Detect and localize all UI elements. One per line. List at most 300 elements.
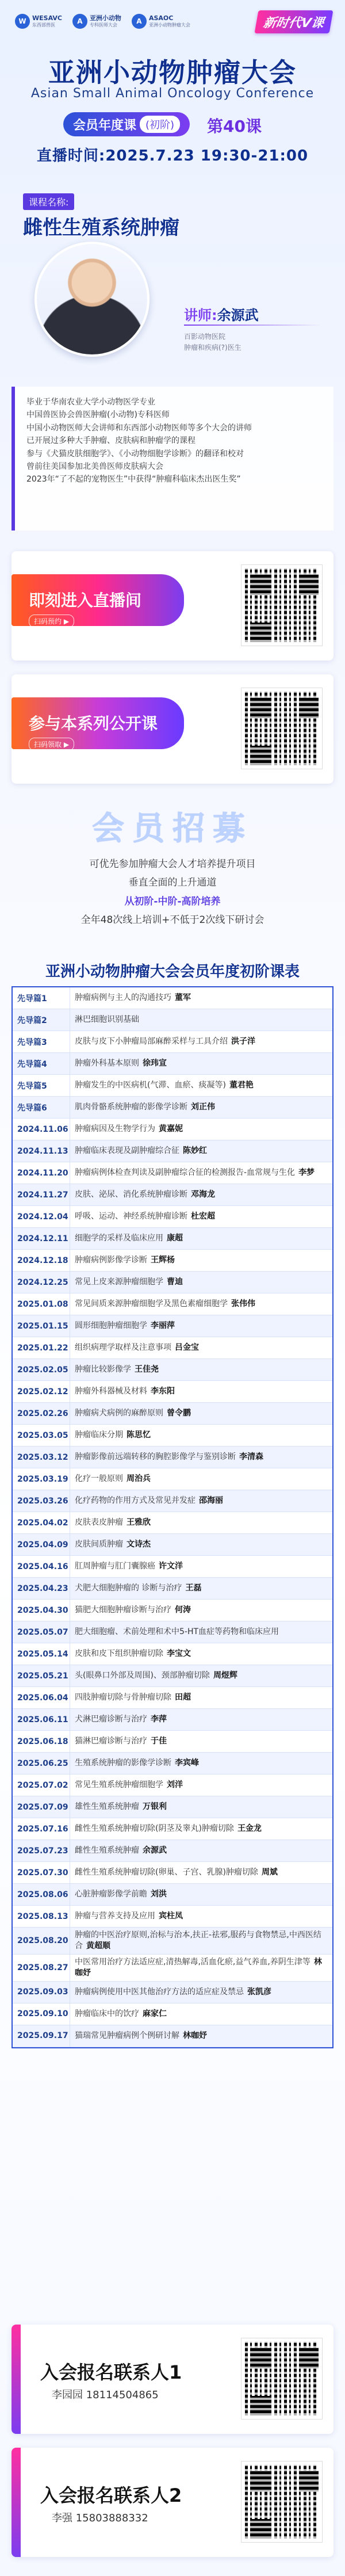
table-row: [13, 1578, 332, 1600]
row-teacher: 李清森: [239, 1452, 263, 1462]
logo-row: [15, 14, 190, 29]
header: [0, 0, 345, 299]
table-row: [13, 1884, 332, 1906]
row-topic-text: 肿瘤病例与主人的沟通技巧: [75, 993, 171, 1003]
table-row: [13, 1447, 332, 1468]
lecturer-bio: [12, 387, 334, 531]
row-topic-text: 肿瘤发生的中医病机(气滞、血瘀、痰凝等): [75, 1081, 226, 1090]
row-teacher: 周斌: [261, 1868, 278, 1877]
table-row: [13, 1359, 332, 1381]
row-teacher: 李宝文: [167, 1649, 191, 1659]
table-row: [13, 1162, 332, 1184]
row-topic-text: 肿瘤临床表现及副肿瘤综合征: [75, 1146, 179, 1156]
contact-phone: 李园园 18114504865: [52, 2389, 159, 2401]
row-topic-text: 皮肤表皮肿瘤: [75, 1518, 123, 1528]
row-topic-text: 淋巴细胞识别基础: [75, 1015, 139, 1025]
row-date: 先导篇3: [13, 1031, 70, 1052]
table-row: [13, 1075, 332, 1097]
table-row: [13, 1862, 332, 1884]
bio-line: 毕业于华南农业大学小动物医学专业: [26, 398, 155, 407]
table-row: [13, 1928, 332, 1955]
cta-live-room[interactable]: [12, 551, 334, 661]
row-topic: [70, 1121, 332, 1137]
row-date: 2025.08.20: [13, 1928, 70, 1954]
row-topic-text: 肿瘤的中医治疗原则,治标与治本,扶正-祛邪,服药与食物禁忌,中西医结合: [75, 1930, 321, 1951]
table-row: [13, 1184, 332, 1206]
row-date: 2025.03.12: [13, 1447, 70, 1468]
membership-line: 垂直全面的上升通道: [128, 877, 217, 889]
row-topic: [70, 1887, 332, 1902]
row-teacher: 黄嘉妮: [159, 1124, 183, 1134]
row-topic: [70, 1471, 332, 1487]
logo-sub: 专科医师大会: [89, 22, 117, 28]
page-title: 亚洲小动物肿瘤大会: [48, 57, 297, 88]
row-date: 2025.04.09: [13, 1534, 70, 1555]
row-topic-text: 皮肤和皮下组织肿瘤切除: [75, 1649, 163, 1659]
course-level-tag: (初阶): [140, 116, 180, 133]
row-topic: [70, 1843, 332, 1858]
row-topic-text: 肿瘤临床分期: [75, 1430, 123, 1440]
row-date: 2024.12.11: [13, 1228, 70, 1249]
row-date: 先导篇4: [13, 1053, 70, 1074]
membership-text: [0, 855, 345, 929]
table-row: [13, 1600, 332, 1621]
table-row: [13, 1425, 332, 1447]
table-row: [13, 1731, 332, 1753]
row-date: 先导篇1: [13, 987, 70, 1009]
row-date: 2025.04.23: [13, 1578, 70, 1599]
membership-title: 会员招募: [92, 810, 253, 848]
row-date: 2025.03.19: [13, 1468, 70, 1490]
row-teacher: 文诗杰: [126, 1540, 151, 1550]
table-row: [13, 1840, 332, 1862]
row-topic-text: 头(眼鼻口外部及周围)、颈部肿瘤切除: [75, 1671, 210, 1681]
table-row: [13, 1906, 332, 1928]
table-row: [13, 1250, 332, 1272]
qr-code-icon: [241, 2461, 322, 2542]
row-topic-text: 雌性生殖系统肿瘤切除(卵巢、子宫、乳腺)肿瘤切除: [75, 1868, 258, 1877]
row-topic-text: 皮肤与皮下小肿瘤局部麻醉采样与工具介绍: [75, 1037, 228, 1047]
row-teacher: 曾令鹏: [167, 1409, 191, 1418]
row-topic: [70, 1493, 332, 1509]
row-date: 2025.08.27: [13, 1955, 70, 1981]
lecturer-meta-line: 肿瘤和疾病(?)医生: [184, 344, 241, 352]
row-date: 2025.01.15: [13, 1315, 70, 1337]
row-topic: [70, 1449, 332, 1465]
row-date: 2025.06.04: [13, 1687, 70, 1708]
table-row: [13, 1293, 332, 1315]
row-date: 2025.07.09: [13, 1796, 70, 1818]
row-teacher: 林咖妤: [75, 1957, 322, 1978]
table-row: [13, 1982, 332, 2003]
row-date: 2024.12.25: [13, 1272, 70, 1293]
table-row: [13, 2025, 332, 2047]
contact-title: 入会报名联系人2: [40, 2485, 182, 2506]
row-teacher: 李萍: [151, 1715, 167, 1724]
bio-line: 已开展过多种大手肿瘤、皮肤病和肿瘤学的课程: [26, 436, 195, 446]
table-row: [13, 1955, 332, 1982]
row-topic-text: 生殖系统肿瘤的影像学诊断: [75, 1758, 171, 1768]
row-date: 2025.02.12: [13, 1381, 70, 1402]
row-topic: [70, 1143, 332, 1159]
page-subtitle-en: Asian Small Animal Oncology Conference: [30, 86, 315, 101]
contact-card-2: [12, 2448, 334, 2557]
row-date: 2025.04.30: [13, 1600, 70, 1621]
table-row: [13, 1403, 332, 1425]
live-time: 直播时间:2025.7.23 19:30-21:00: [36, 147, 309, 165]
table-row: [13, 1774, 332, 1796]
logo-mark: A: [132, 14, 147, 29]
row-date: 2025.09.10: [13, 2003, 70, 2025]
row-date: 2025.03.05: [13, 1425, 70, 1446]
table-row: [13, 1009, 332, 1031]
row-topic: [70, 1777, 332, 1793]
logo-text: 亚洲小动物: [89, 14, 121, 22]
row-date: 2025.05.07: [13, 1621, 70, 1643]
row-teacher: 许文洋: [159, 1562, 183, 1571]
table-row: [13, 1621, 332, 1643]
table-row: [13, 1031, 332, 1053]
row-date: 2025.04.02: [13, 1512, 70, 1533]
table-row: [13, 1643, 332, 1665]
table-row: [13, 1818, 332, 1840]
table-row: [13, 1512, 332, 1534]
row-date: 先导篇2: [13, 1009, 70, 1031]
row-date: 2025.03.26: [13, 1490, 70, 1512]
row-date: 2025.06.25: [13, 1753, 70, 1774]
row-topic-text: 肿瘤病例使用中医其他治疗方法的适应症及禁忌: [75, 1987, 244, 1997]
lecturer-photo: [34, 242, 150, 357]
row-date: 2024.11.13: [13, 1140, 70, 1162]
row-teacher: 邓海龙: [191, 1190, 215, 1200]
table-row: [13, 1381, 332, 1403]
cta-open-course[interactable]: [12, 674, 334, 784]
membership-line: 全年48次线上培训+不低于2次线下研讨会: [80, 914, 264, 926]
row-teacher: 万银利: [143, 1802, 167, 1812]
row-date: 2025.05.21: [13, 1665, 70, 1686]
scan-button[interactable]: 扫码领取 ▶: [29, 738, 74, 751]
lecturer-label: [184, 304, 259, 324]
row-teacher: 刘洪: [151, 1890, 167, 1899]
row-teacher: 李丽萍: [151, 1321, 175, 1331]
lecturer-name: 余源武: [217, 307, 259, 323]
row-topic: [70, 1100, 332, 1115]
table-row: [13, 987, 332, 1009]
scan-button[interactable]: 扫码预约 ▶: [29, 615, 74, 628]
row-topic: [70, 1985, 332, 2000]
table-row: [13, 1556, 332, 1578]
logo-text: ASAOC: [148, 14, 174, 22]
row-teacher: 李宾峰: [175, 1758, 199, 1768]
qr-code-icon: [241, 688, 322, 769]
row-date: 2025.04.16: [13, 1556, 70, 1577]
table-row: [13, 1490, 332, 1512]
row-teacher: 麻家仁: [143, 2009, 167, 2018]
row-topic: [70, 1056, 332, 1071]
row-topic-text: 犬淋巴瘤诊断与治疗: [75, 1715, 147, 1724]
row-teacher: 董君艳: [229, 1081, 254, 1090]
row-teacher: 何涛: [175, 1605, 191, 1615]
logo-specialist: [72, 14, 121, 29]
row-teacher: 宾柱凤: [159, 1911, 183, 1921]
row-topic-text: 肿瘤比较影像学: [75, 1365, 131, 1375]
logo-text: WESAVC: [32, 14, 62, 22]
row-topic: [70, 1209, 332, 1224]
table-row: [13, 1753, 332, 1774]
row-topic-text: 呼吸、运动、神经系统肿瘤诊断: [75, 1212, 187, 1222]
row-topic-text: 肿瘤病犬病例的麻醉原则: [75, 1409, 163, 1418]
row-date: 2024.12.18: [13, 1250, 70, 1271]
series-badge: 新时代V课: [254, 10, 333, 33]
cta-title: 即刻进入直播间: [29, 591, 142, 610]
row-date: 先导篇6: [13, 1097, 70, 1118]
row-topic: [70, 1909, 332, 1924]
row-topic-text: 组织病理学取样及注意事项: [75, 1343, 171, 1353]
lecturer-meta: [184, 331, 241, 353]
row-topic-text: 常见间质来源肿瘤细胞学及黑色素瘤细胞学: [75, 1299, 228, 1309]
row-teacher: 周治兵: [126, 1474, 151, 1484]
row-topic: [70, 1602, 332, 1618]
row-teacher: 林咖妤: [183, 2031, 207, 2040]
row-date: 2024.11.27: [13, 1184, 70, 1205]
bio-line: 2023年“了不起的宠物医生”中获得“肿瘤科临床杰出医生奖”: [26, 475, 241, 484]
row-teacher: 李东阳: [151, 1387, 175, 1396]
row-topic-text: 雌性生殖系统肿瘤: [75, 1846, 139, 1856]
row-date: 2024.11.20: [13, 1162, 70, 1184]
row-teacher: 周煜辉: [213, 1671, 237, 1681]
lecturer-meta-line: 百影动物医院: [184, 333, 226, 341]
table-row: [13, 1053, 332, 1075]
row-date: 2025.05.14: [13, 1643, 70, 1665]
row-topic: [70, 1384, 332, 1399]
row-date: 2025.06.18: [13, 1731, 70, 1752]
row-topic-text: 圆形细胞肿瘤细胞学: [75, 1321, 147, 1331]
row-topic: [70, 1012, 332, 1028]
row-topic-text: 猫淋巴瘤诊断与治疗: [75, 1737, 147, 1746]
row-topic-text: 化疗一般原则: [75, 1474, 123, 1484]
course-type-pill: [63, 112, 190, 136]
row-teacher: 王辉杨: [151, 1255, 175, 1265]
course-type-label: 会员年度课: [72, 118, 136, 133]
row-topic-text: 肿瘤病例体检查判读及副肿瘤综合征的检测报告-血常规与生化: [75, 1168, 296, 1178]
row-teacher: 王雅欣: [126, 1518, 151, 1528]
row-date: 2025.09.03: [13, 1982, 70, 2003]
table-row: [13, 1272, 332, 1293]
row-teacher: 余源武: [143, 1846, 167, 1856]
table-row: [13, 1140, 332, 1162]
qr-code-icon: [241, 2338, 322, 2419]
row-date: 2025.01.22: [13, 1337, 70, 1358]
contact-card-1: [12, 2325, 334, 2434]
table-row: [13, 1206, 332, 1228]
table-row: [13, 1796, 332, 1818]
schedule-title: 亚洲小动物肿瘤大会会员年度初阶课表: [45, 963, 300, 980]
contact-phone: 李强 15803888332: [52, 2512, 148, 2524]
row-date: 2025.07.16: [13, 1818, 70, 1840]
logo-wesavc: [15, 14, 62, 29]
row-topic-text: 心脏肿瘤影像学前瞻: [75, 1890, 147, 1899]
table-row: [13, 1665, 332, 1687]
row-date: 2024.12.04: [13, 1206, 70, 1227]
row-topic: [70, 1187, 332, 1203]
row-topic-text: 肿瘤病例影像学诊断: [75, 1255, 147, 1265]
row-teacher: 张伟伟: [231, 1299, 255, 1309]
row-topic-text: 化疗药物的作用方式及常见并发症: [75, 1496, 195, 1506]
row-date: 2025.07.02: [13, 1774, 70, 1796]
row-teacher: 李梦: [298, 1168, 315, 1178]
row-date: 2025.06.11: [13, 1709, 70, 1730]
table-row: [13, 1534, 332, 1556]
row-topic: [70, 1559, 332, 1574]
row-topic: [70, 1799, 332, 1815]
row-topic: [70, 1406, 332, 1421]
row-topic-text: 细胞学的采样及临床应用: [75, 1234, 163, 1243]
table-row: [13, 1468, 332, 1490]
row-topic: [70, 1340, 332, 1356]
row-topic: [70, 1537, 332, 1552]
row-topic-text: 肿瘤影像前远端转移的胸腔影像学与鉴别诊断: [75, 1452, 236, 1462]
row-topic-text: 雌性生殖系统肿瘤切除(阴茎及睾丸)肿瘤切除: [75, 1824, 234, 1834]
logo-mark: W: [15, 14, 30, 29]
row-date: 2025.08.13: [13, 1906, 70, 1927]
row-topic-text: 肿瘤与营养支持及应用: [75, 1911, 155, 1921]
lecturer-divider: [184, 325, 322, 326]
row-topic: [70, 1231, 332, 1246]
row-topic-text: 猫瑞常见肿瘤病例个例研讨解: [75, 2031, 179, 2040]
row-topic: [70, 2028, 332, 2044]
row-topic-text: 雄性生殖系统肿瘤: [75, 1802, 139, 1812]
row-date: 2024.11.06: [13, 1119, 70, 1140]
row-topic: [70, 1955, 332, 1981]
table-row: [13, 2003, 332, 2025]
row-topic-text: 肿瘤外科基本原则: [75, 1059, 139, 1068]
contact-ribbon: [12, 2448, 21, 2557]
row-topic: [70, 1756, 332, 1771]
row-date: 2025.08.06: [13, 1884, 70, 1905]
row-topic: [70, 1428, 332, 1443]
row-teacher: 刘正伟: [191, 1102, 215, 1112]
row-teacher: 董军: [175, 993, 191, 1003]
row-topic: [70, 1165, 332, 1181]
row-teacher: 邵海丽: [199, 1496, 223, 1506]
row-teacher: 于佳: [151, 1737, 167, 1746]
logo-sub: 亚洲小动物肿瘤大会: [148, 22, 190, 28]
row-teacher: 田超: [175, 1693, 191, 1703]
row-teacher: 王金龙: [237, 1824, 262, 1834]
row-teacher: 王佳尧: [135, 1365, 159, 1375]
course-name: 雌性生殖系统肿瘤: [23, 216, 179, 239]
row-teacher: 张凯彦: [247, 1987, 271, 1997]
table-row: [13, 1228, 332, 1250]
lecturer-prefix: 讲师:: [184, 307, 217, 323]
row-teacher: 康超: [167, 1234, 183, 1243]
row-teacher: 曹迪: [167, 1277, 183, 1287]
bio-line: 中国兽医协会兽医肿瘤(小动物)专科医师: [26, 410, 170, 420]
row-topic-text: 皮肤、泌尿、消化系统肿瘤诊断: [75, 1190, 187, 1200]
row-date: 2025.01.08: [13, 1293, 70, 1315]
row-topic: [70, 1624, 332, 1640]
row-topic-text: 肿瘤病因及生物学行为: [75, 1124, 155, 1134]
row-teacher: 徐玮宣: [143, 1059, 167, 1068]
bio-line: 曾前往美国参加北美兽医师皮肤病大会: [26, 461, 163, 471]
contact-ribbon: [12, 2325, 21, 2434]
row-topic-text: 常见生殖系统肿瘤细胞学: [75, 1780, 163, 1790]
qr-code-icon: [241, 565, 322, 646]
row-teacher: 陈思忆: [126, 1430, 151, 1440]
row-topic: [70, 1318, 332, 1334]
table-row: [13, 1337, 332, 1359]
row-topic: [70, 2006, 332, 2022]
row-topic-text: 犬肥大细胞肿瘤的 诊断与治疗: [75, 1583, 182, 1593]
row-topic: [70, 1928, 332, 1954]
row-topic: [70, 1581, 332, 1596]
row-topic: [70, 1253, 332, 1268]
row-teacher: 王磊: [185, 1583, 202, 1593]
row-topic: [70, 1078, 332, 1093]
row-topic: [70, 990, 332, 1006]
row-topic-text: 常见上皮来源肿瘤细胞学: [75, 1277, 163, 1287]
logo-asaoc: [132, 14, 190, 29]
contact-title: 入会报名联系人1: [40, 2361, 182, 2383]
row-topic-text: 肿瘤外科器械及材料: [75, 1387, 147, 1396]
table-row: [13, 1315, 332, 1337]
row-topic-text: 肥大细胞瘤、术前处理和术中5-HT血症等药物和临床应用: [75, 1627, 279, 1637]
row-date: 2025.07.30: [13, 1862, 70, 1883]
row-date: 2025.02.05: [13, 1359, 70, 1380]
row-topic: [70, 1034, 332, 1050]
logo-sub: 东西部兽医: [32, 22, 55, 28]
row-teacher: 黄超顺: [86, 1941, 110, 1951]
row-topic-text: 中医常用治疗方法适应症,清热解毒,活血化瘀,益气养血,养阴生津等: [75, 1957, 310, 1967]
row-topic: [70, 1690, 332, 1705]
row-topic: [70, 1515, 332, 1531]
table-row: [13, 1097, 332, 1119]
membership-line: 可优先参加肿瘤大会人才培养提升项目: [89, 858, 256, 870]
row-topic: [70, 1734, 332, 1749]
bio-line: 参与《犬猫皮肤细胞学》、《小动物细胞学诊断》的翻译和校对: [26, 449, 244, 459]
row-teacher: 刘洋: [167, 1780, 183, 1790]
table-row: [13, 1687, 332, 1709]
row-topic-text: 猫肥大细胞肿瘤诊断与治疗: [75, 1605, 171, 1615]
row-topic-text: 肿瘤临床中的饮疗: [75, 2009, 139, 2018]
lesson-number: 第40课: [207, 117, 262, 136]
logo-mark: A: [72, 14, 87, 29]
row-teacher: 洪子洋: [231, 1037, 255, 1047]
row-topic-text: 皮肤间质肿瘤: [75, 1540, 123, 1550]
row-topic: [70, 1821, 332, 1837]
row-topic: [70, 1274, 332, 1290]
row-date: 先导篇5: [13, 1075, 70, 1096]
row-date: 2025.02.26: [13, 1403, 70, 1424]
row-topic: [70, 1865, 332, 1880]
row-date: 2025.09.17: [13, 2025, 70, 2047]
row-teacher: 杜宏超: [191, 1212, 215, 1222]
bio-line: 中国小动物医师大会讲师和东西部小动物医师等多个大会的讲师: [26, 423, 252, 433]
row-topic-text: 四肢肿瘤切除与骨肿瘤切除: [75, 1693, 171, 1703]
row-teacher: 吕金宝: [175, 1343, 199, 1353]
row-topic: [70, 1362, 332, 1377]
row-topic: [70, 1646, 332, 1662]
membership-line: 从初阶-中阶-高阶培养: [124, 895, 221, 907]
row-topic: [70, 1296, 332, 1312]
course-name-tag: 课程名称:: [23, 193, 74, 210]
table-row: [13, 1709, 332, 1731]
row-date: 2025.07.23: [13, 1840, 70, 1861]
row-teacher: 陈妙红: [183, 1146, 207, 1156]
row-topic: [70, 1712, 332, 1727]
schedule-table: [12, 986, 334, 2048]
row-topic-text: 肌肉骨骼系统肿瘤的影像学诊断: [75, 1102, 187, 1112]
